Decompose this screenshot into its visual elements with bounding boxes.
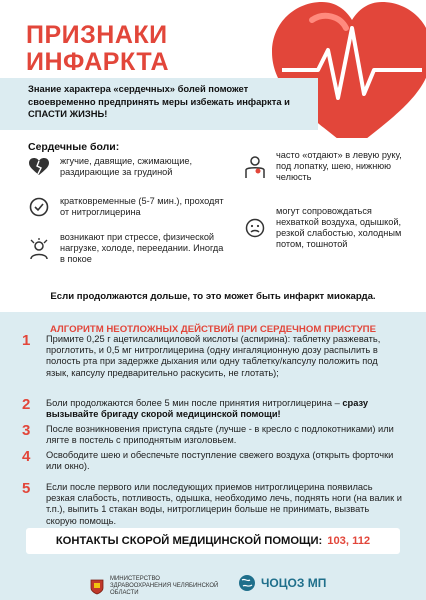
contacts-banner bbox=[26, 528, 400, 554]
step-number: 2 bbox=[22, 396, 31, 413]
algorithm-step bbox=[22, 424, 402, 446]
org-logo: ЧОЦОЗ МП bbox=[238, 574, 326, 592]
step-text: Освободите шею и обеспечьте поступление свежего воздуха (открыть форточки или окно). bbox=[46, 450, 394, 472]
step-number: 1 bbox=[22, 332, 31, 349]
title-line-2: ИНФАРКТА bbox=[26, 48, 170, 76]
step-number: 4 bbox=[22, 448, 31, 465]
step-number: 3 bbox=[22, 422, 31, 439]
symptom-item: жгучие, давящие, сжимающие, раздирающие за грудиной bbox=[28, 156, 218, 178]
footer bbox=[0, 562, 426, 600]
algorithm-title: АЛГОРИТМ НЕОТЛОЖНЫХ ДЕЙСТВИЙ ПРИ СЕРДЕЧНОМ ПРИСТУПЕ bbox=[50, 324, 376, 335]
step-text: Боли продолжаются более 5 мин после принятия нитроглицерина – сразу вызывайте бригаду скорой медицинской помощи! bbox=[46, 398, 369, 420]
emblem-icon bbox=[90, 579, 104, 595]
emergency-numbers: 103, 112 bbox=[327, 535, 371, 547]
algorithm-section bbox=[0, 312, 426, 600]
intro-text: Знание характера «сердечных» болей поможет своевременно предпринять меры избежать инфаркта и СПАСТИ ЖИЗНЬ! bbox=[0, 78, 318, 130]
algorithm-step bbox=[22, 482, 402, 527]
title-line-1: ПРИЗНАКИ bbox=[26, 21, 168, 49]
conclusion-text: Если продолжаются дольше, то это может быть инфаркт миокарда. bbox=[50, 291, 376, 302]
symptom-item: часто «отдают» в левую руку, под лопатку, шею, нижнюю челюсть bbox=[244, 150, 414, 183]
symptom-item: возникают при стрессе, физической нагрузке, холоде, переедании. Иногда в покое bbox=[28, 232, 228, 265]
pain-section bbox=[0, 138, 426, 312]
algorithm-step bbox=[22, 398, 402, 420]
ministry-logo: МИНИСТЕРСТВО ЗДРАВООХРАНЕНИЯ ЧЕЛЯБИНСКОЙ ОБЛАСТИ bbox=[90, 576, 220, 597]
sad-face-icon bbox=[244, 217, 266, 239]
symptom-item: кратковременные (5-7 мин.), проходят от нитроглицерина bbox=[28, 196, 228, 218]
page-title bbox=[26, 22, 169, 76]
step-text: После возникновения приступа сядьте (лучше - в кресло с подлокотниками) или лягте в постель с приподнятым изголовьем. bbox=[46, 424, 394, 446]
globe-icon bbox=[238, 574, 256, 592]
person-pain-icon bbox=[244, 156, 266, 178]
header-section bbox=[0, 0, 426, 138]
step-text: Если после первого или последующих приемов нитроглицерина появилась резкая слабость, потливость, одышка, необходимо лечь, поднять ноги (на валик и т.п.), выпить 1 стакан воды, нитроглицерин больше не принимать, вызвать скорую помощь. bbox=[46, 482, 402, 526]
algorithm-step bbox=[22, 450, 402, 472]
broken-heart-icon bbox=[28, 156, 50, 178]
stressed-person-icon bbox=[28, 238, 50, 260]
contacts-label: КОНТАКТЫ СКОРОЙ МЕДИЦИНСКОЙ ПОМОЩИ: bbox=[55, 535, 323, 547]
pain-heading: Сердечные боли: bbox=[28, 141, 120, 153]
step-text: Примите 0,25 г ацетилсалициловой кислоты (аспирина): таблетку разжевать, проглотить, и 0,5 мг нитроглицерина (одну ингаляционную дозу распылить в полость рта при задержке дыхания или одну таблетку/капсулу положить под язык, капсулу предварительно раскусить, не глотать); bbox=[46, 334, 381, 378]
algorithm-step bbox=[22, 334, 402, 379]
symptom-item: могут сопровождаться нехваткой воздуха, одышкой, резкой слабостью, холодным потом, тошнотой bbox=[244, 206, 414, 250]
step-number: 5 bbox=[22, 480, 31, 497]
clock-icon bbox=[28, 196, 50, 218]
